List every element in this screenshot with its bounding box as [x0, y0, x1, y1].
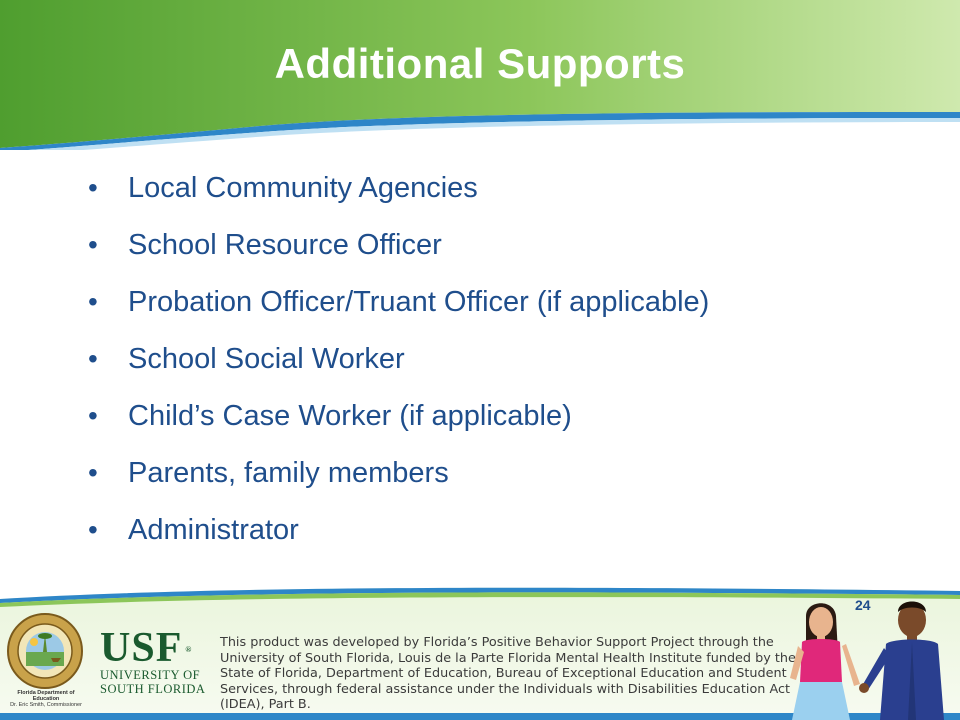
page-number: 24 — [855, 597, 871, 613]
children-photo — [784, 594, 960, 720]
header-banner — [0, 0, 960, 150]
bullet-icon: • — [88, 343, 98, 374]
bullet-icon: • — [88, 229, 98, 260]
bullet-text: Local Community Agencies — [128, 172, 478, 204]
bullet-icon: • — [88, 514, 98, 545]
bullet-text: School Resource Officer — [128, 229, 442, 261]
usf-name-line1: UNIVERSITY OF — [100, 668, 201, 682]
bullet-item — [88, 451, 709, 508]
bullet-item — [88, 223, 709, 280]
bullet-icon: • — [88, 286, 98, 317]
state-seal-icon — [6, 612, 84, 690]
bullet-item — [88, 280, 709, 337]
seal-caption — [4, 690, 88, 708]
slide-title: Additional Supports — [274, 40, 686, 87]
usf-letters: USF — [100, 625, 183, 671]
usf-name-line2: SOUTH FLORIDA — [100, 682, 206, 696]
bullet-text: Administrator — [128, 514, 299, 546]
usf-wordmark — [100, 625, 193, 671]
bullet-icon: • — [88, 400, 98, 431]
bullet-item — [88, 394, 709, 451]
seal-caption-line2: Dr. Eric Smith, Commissioner — [10, 702, 82, 708]
bullet-item — [88, 337, 709, 394]
bullet-text: School Social Worker — [128, 343, 405, 375]
bullet-text: Parents, family members — [128, 457, 449, 489]
bullet-text: Child’s Case Worker (if applicable) — [128, 400, 572, 432]
registered-icon: ® — [185, 645, 193, 654]
bullet-text: Probation Officer/Truant Officer (if applicable) — [128, 286, 710, 318]
usf-logo — [100, 625, 210, 696]
bullet-list — [88, 166, 709, 565]
credit-statement: This product was developed by Florida’s Positive Behavior Support Project through the University of South Florida, Louis de la Parte Florida Mental Health Institute funded by the State of Florida, Department of Education, Bureau of Exceptional Education and Student Services, through federal assistance under the Individuals with Disabilities Education Act (IDEA), Part B. — [220, 635, 796, 713]
bullet-icon: • — [88, 457, 98, 488]
bullet-item — [88, 166, 709, 223]
seal-caption-line1: Florida Department of Education — [17, 690, 75, 702]
bullet-icon: • — [88, 172, 98, 203]
bullet-item — [88, 508, 709, 565]
